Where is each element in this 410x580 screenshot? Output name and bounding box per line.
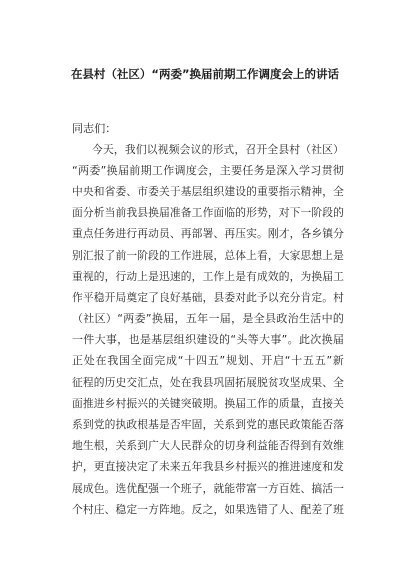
- paragraph-line: 别汇报了前一阶段的工作进展，总体上看，大家思想上是: [72, 249, 344, 262]
- paragraph-line: “两委”换届前期工作调度会，主要任务是深入学习贯彻: [72, 164, 344, 177]
- paragraph-line: 个村庄、稳定一方阵地。反之，如果选错了人、配差了班: [72, 503, 344, 516]
- paragraph-line: 系到党的执政根基是否牢固，关系到党的惠民政策能否落: [72, 418, 344, 431]
- paragraph-line: 展成色。选优配强一个班子，就能带富一方百姓、搞活一: [72, 482, 344, 495]
- paragraph-line: （社区）“两委”换届，五年一届，是全县政治生活中的: [72, 312, 344, 325]
- document-title: 在县村（社区）“两委”换届前期工作调度会上的讲话: [70, 67, 340, 81]
- paragraph-line: 一件大事，也是基层组织建设的“头等大事”。此次换届: [72, 333, 344, 346]
- paragraph-line: 重点任务进行再动员、再部署、再压实。刚才，各乡镇分: [72, 227, 344, 240]
- paragraph-line: 护，更直接决定了未来五年我县乡村振兴的推进速度和发: [72, 460, 344, 473]
- paragraph-line: 征程的历史交汇点，处在我县巩固拓展脱贫攻坚成果、全: [72, 376, 344, 389]
- paragraph-line: 地生根，关系到广大人民群众的切身利益能否得到有效维: [72, 439, 344, 452]
- paragraph-line: 重视的，行动上是迅速的，工作上是有成效的，为换届工: [72, 270, 344, 283]
- paragraph-line: 正处在我国全面完成“十四五”规划、开启“十五五”新: [72, 354, 344, 367]
- paragraph-line: 面推进乡村振兴的关键突破期。换届工作的质量，直接关: [72, 397, 344, 410]
- paragraph-line: 中央和省委、市委关于基层组织建设的重要指示精神，全: [72, 185, 344, 198]
- salutation: 同志们：: [72, 122, 117, 135]
- paragraph-line: 作平稳开局奠定了良好基础，县委对此予以充分肯定。村: [72, 291, 344, 304]
- paragraph-line: 今天，我们以视频会议的形式，召开全县村（社区）: [92, 143, 344, 156]
- paragraph-line: 面分析当前我县换届准备工作面临的形势，对下一阶段的: [72, 206, 344, 219]
